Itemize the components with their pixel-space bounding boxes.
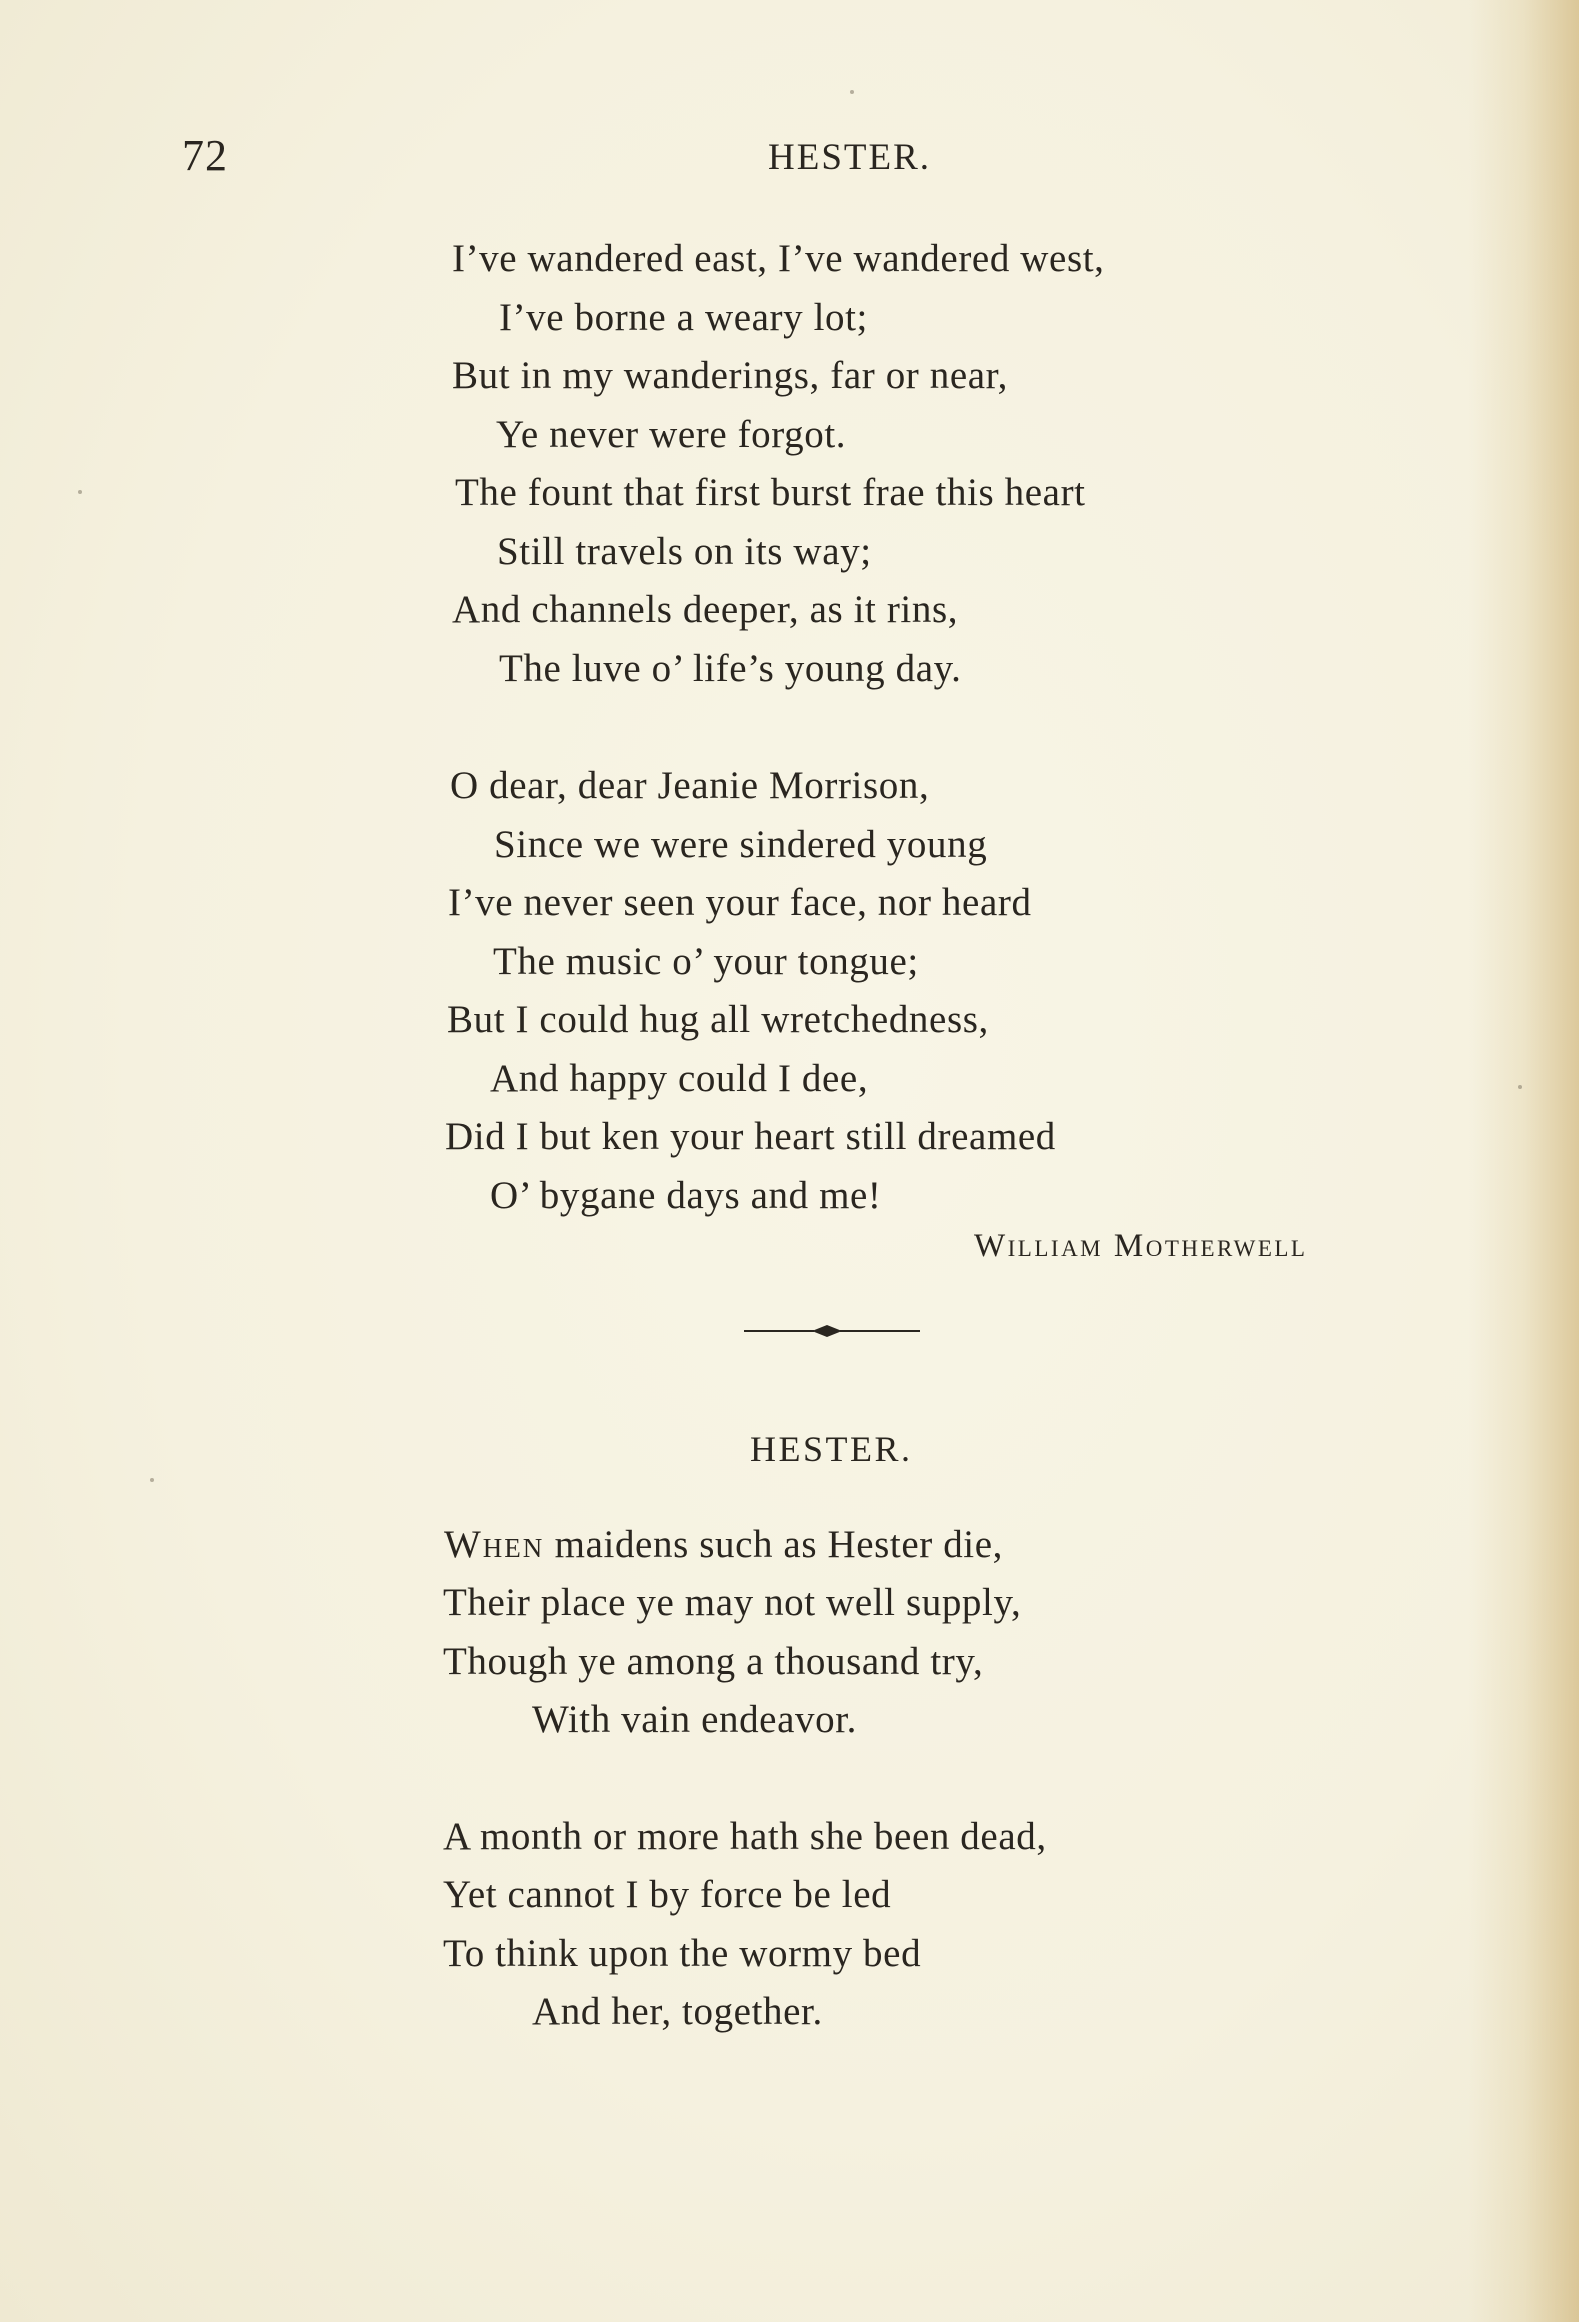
page-number: 72 [182,131,228,180]
poem-line: Ye never were forgot. [496,413,847,456]
poem-line: The music o’ your tongue; [493,940,919,983]
poem-line: O dear, dear Jeanie Morrison, [450,764,930,807]
poem-line: A month or more hath she been dead, [443,1815,1047,1858]
poem-line: And channels deeper, as it rins, [452,588,959,631]
initial-word: When [444,1523,545,1566]
poem-line: With vain endeavor. [532,1698,857,1741]
poem-line: I’ve borne a weary lot; [499,296,868,339]
poem-title: HESTER. [750,1429,913,1469]
running-head: HESTER. [768,137,932,178]
poem-line: The fount that first burst frae this heart [455,471,1086,514]
poem-line: But in my wanderings, far or near, [452,354,1009,397]
poem-line: Still travels on its way; [497,530,872,573]
poem-line: Their place ye may not well supply, [443,1581,1022,1624]
paper-speck [1518,1085,1522,1089]
poem-line: Did I but ken your heart still dreamed [445,1115,1056,1158]
paper-speck [150,1478,154,1482]
poem-line-rest: maidens such as Hester die, [554,1523,1003,1566]
poem-line: Though ye among a thousand try, [443,1640,984,1683]
poem-line: O’ bygane days and me! [490,1174,882,1217]
poem-line: I’ve wandered east, I’ve wandered west, [452,237,1105,280]
poem-line: To think upon the wormy bed [443,1932,922,1975]
poem-line: The luve o’ life’s young day. [499,647,962,690]
paper-speck [850,90,854,94]
poem-line: I’ve never seen your face, nor heard [448,881,1032,924]
poem-line: And her, together. [532,1990,823,2033]
poem-line: Yet cannot I by force be led [443,1873,892,1916]
poem-line-first [444,1522,1003,1567]
author-attribution: William Motherwell [974,1228,1308,1264]
poem-line: But I could hug all wretchedness, [447,998,989,1041]
paper-speck [78,490,82,494]
poem-line: And happy could I dee, [490,1057,869,1100]
page-header [0,130,1579,190]
poem-line: Since we were sindered young [494,823,988,866]
divider-ornament [744,1318,920,1344]
